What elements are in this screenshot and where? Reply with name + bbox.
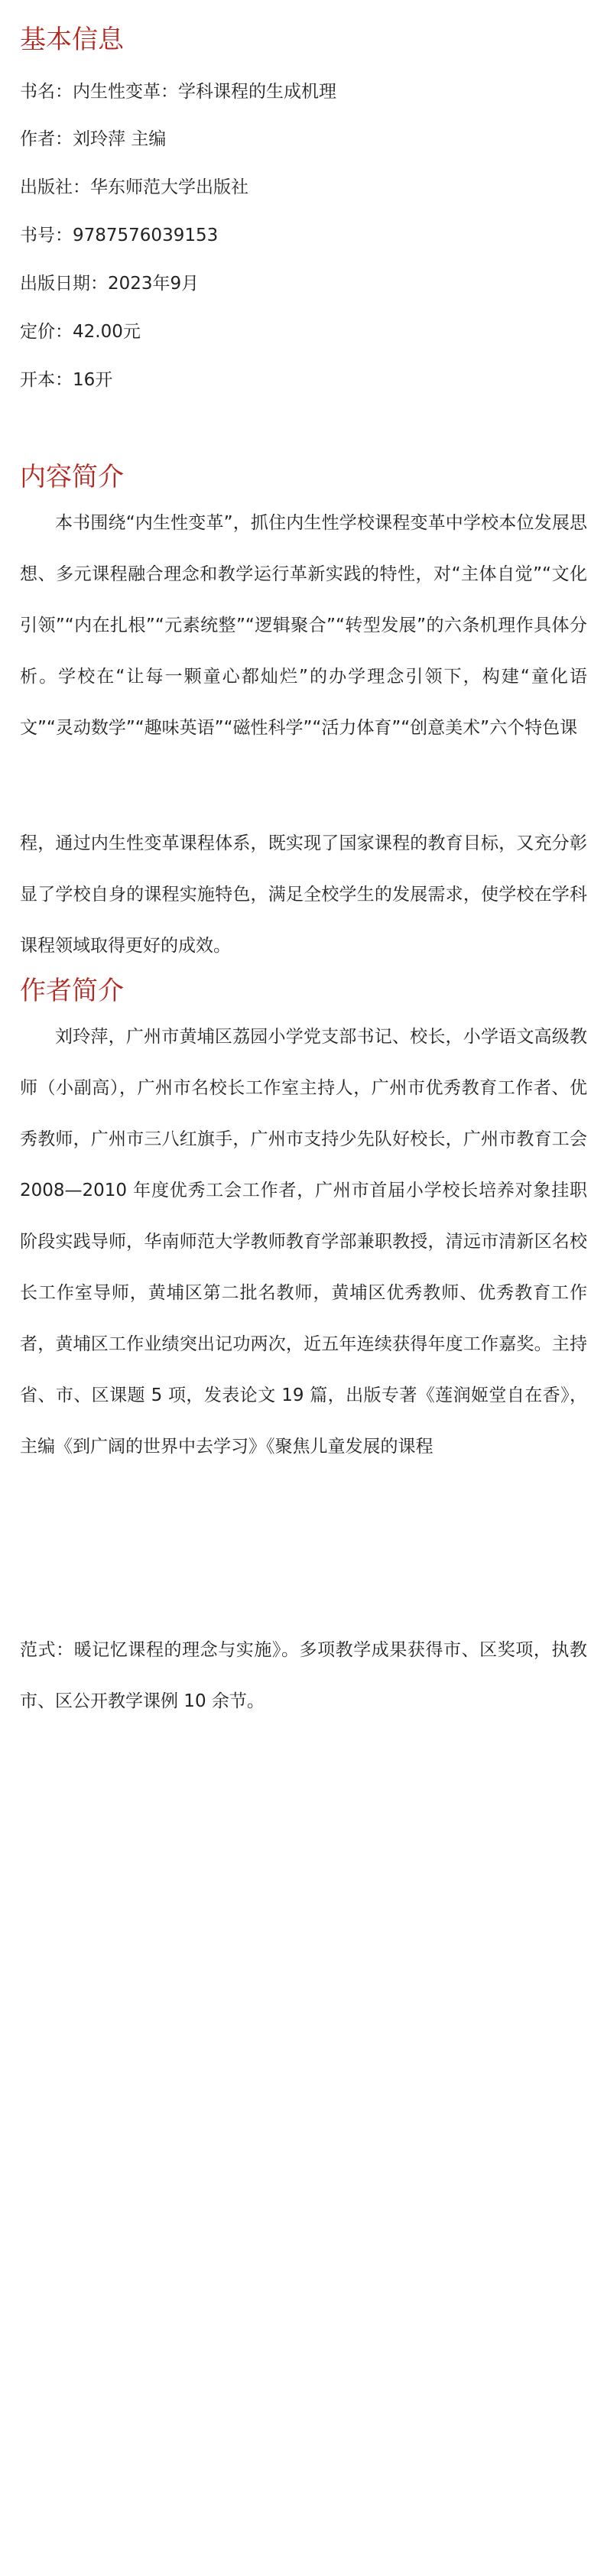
author-intro-paragraph-2: 范式：暖记忆课程的理念与实施》。多项教学成果获得市、区奖项，执教市、区公开教学课例 10 余节。 [20, 1640, 587, 1711]
author-intro-heading: 作者简介 [20, 976, 124, 1006]
info-price: 定价：42.00元 [20, 322, 141, 342]
author-intro-paragraph-1: 刘玲萍，广州市黄埔区荔园小学党支部书记、校长，小学语文高级教师（小副高），广州市名校长工作室主持人，广州市优秀教育工作者、优秀教师，广州市三八红旗手，广州市支持少先队好校长，广州市教育工会 2008—2010 年度优秀工会工作者，广州市首届小学校长培养对象挂职阶段实践导师，华南师范大学教师教育学部兼职教授，清远市清新区名校长工作室导师，黄埔区第二批名教师，黄埔区优秀教师、优秀教育工作者，黄埔区工作业绩突出记功两次，近五年连续获得年度工作嘉奖。主持省、市、区课题 5 项，发表论文 19 篇，出版专著《莲润姬堂自在香》，主编《到广阔的世界中去学习》《聚焦儿童发展的课程 [20, 1027, 587, 1457]
info-isbn: 书号：9787576039153 [20, 226, 219, 245]
info-format: 开本：16开 [20, 370, 113, 390]
content-summary-heading: 内容简介 [20, 462, 124, 492]
content-summary-paragraph-1: 本书围绕“内生性变革”，抓住内生性学校课程变革中学校本位发展思想、多元课程融合理念和教学运行革新实践的特性，对“主体自觉”“文化引领”“内在扎根”“元素统整”“逻辑聚合”“转型发展”的六条机理作具体分析。学校在“让每一颗童心都灿烂”的办学理念引领下，构建“童化语文”“灵动数学”“趣味英语”“磁性科学”“活力体育”“创意美术”六个特色课 [20, 513, 587, 738]
info-publish-date: 出版日期：2023年9月 [20, 274, 200, 294]
info-book-title: 书名：内生性变革：学科课程的生成机理 [20, 82, 336, 102]
info-author: 作者：刘玲萍 主编 [20, 129, 167, 149]
content-summary-paragraph-2: 程，通过内生性变革课程体系，既实现了国家课程的教育目标，又充分彰显了学校自身的课程实施特色，满足全校学生的发展需求，使学校在学科课程领域取得更好的成效。 [20, 833, 587, 956]
info-publisher: 出版社：华东师范大学出版社 [20, 177, 248, 197]
basic-info-heading: 基本信息 [20, 24, 124, 55]
